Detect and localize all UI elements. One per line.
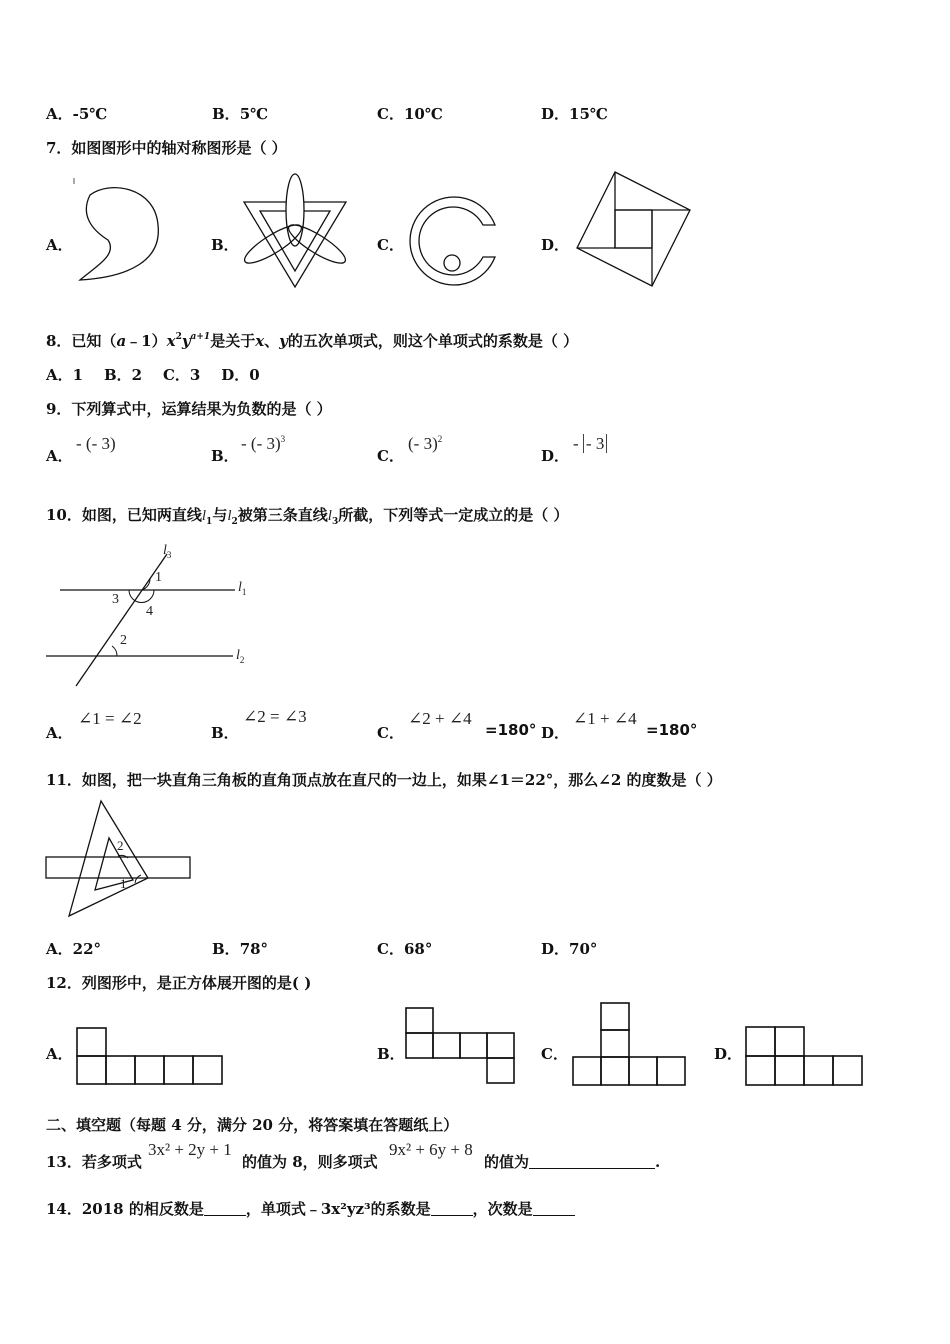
- q10-option-b-expr: ∠2 = ∠3: [243, 707, 307, 726]
- q10-stem: 10．如图，已知两直线$l_1$与$l_2$被第三条直线$l_3$所截，下列等式一定成立的是（ ）: [46, 506, 569, 527]
- q9-option-d-label: D．: [541, 447, 570, 465]
- q8-stem: 8．已知$(a﹣1)x^2y^{a+1}$是关于x、y的五次单项式，则这个单项式的系数是（ ）: [46, 332, 579, 350]
- q11-figure: [40, 798, 200, 923]
- q7-figure-a: [70, 175, 170, 290]
- q11-stem: 11．如图，把一块直角三角板的直角顶点放在直尺的一边上，如果∠1＝22°，那么∠2 的度数是（ ）: [46, 771, 722, 789]
- q9-option-c-expr: (- 3)$^2$: [408, 434, 443, 453]
- q6-option-c: C．10℃: [377, 105, 443, 123]
- q14-line: 14．2018 的相反数是 ，单项式﹣3x²yz³的系数是 ，次数是: [46, 1198, 575, 1219]
- q10-option-c-expr: ∠2 + ∠4: [408, 709, 472, 728]
- q12-option-d-label: D．: [714, 1045, 743, 1063]
- q11-angle-1: 1: [120, 876, 127, 891]
- q7-figure-b: [240, 172, 350, 290]
- q10-option-d-expr: ∠1 + ∠4: [573, 709, 637, 728]
- q9-stem: 9．下列算式中，运算结果为负数的是（ ）: [46, 400, 332, 418]
- q10-option-d-label: D．: [541, 724, 570, 742]
- q11-option-a: A．22°: [46, 940, 102, 958]
- q10-option-a-expr: ∠1 = ∠2: [78, 709, 142, 728]
- q7-option-a-label: A．: [46, 236, 73, 254]
- q12-net-a: [76, 1027, 224, 1087]
- q9-option-b-expr: - (- 3)$^3$: [241, 434, 286, 453]
- section-heading: 二、填空题（每题 4 分，满分 20 分，将答案填在答题纸上）: [46, 1116, 459, 1134]
- q11-option-d: D．70°: [541, 940, 598, 958]
- q13-prefix: 13．若多项式: [46, 1153, 142, 1171]
- q6-option-d: D．15℃: [541, 105, 608, 123]
- q10-angle-4: 4: [146, 604, 153, 619]
- q6-option-a: A．-5℃: [46, 105, 108, 123]
- q10-option-a-label: A．: [46, 724, 73, 742]
- q13-expr2: 9x² + 6y + 8: [389, 1140, 473, 1159]
- q14-blank-coefficient[interactable]: [431, 1201, 473, 1216]
- q9-option-a-label: A．: [46, 447, 73, 465]
- q13-expr1: 3x² + 2y + 1: [148, 1140, 232, 1159]
- q7-option-b-label: B．: [211, 236, 239, 254]
- q10-label-l3: $l_3$: [163, 543, 172, 560]
- q12-net-c: [572, 1002, 690, 1088]
- q7-stem: 7．如图图形中的轴对称图形是（ ）: [46, 139, 287, 157]
- q14-blank-degree[interactable]: [533, 1201, 575, 1216]
- q9-option-b-label: B．: [211, 447, 239, 465]
- q10-option-c-label: C．: [377, 724, 404, 742]
- q10-option-b-label: B．: [211, 724, 239, 742]
- q13-middle: 的值为 8，则多项式: [242, 1153, 378, 1171]
- q8-options: A．1 B．2 C．3 D．0: [46, 366, 260, 384]
- q7-figure-d: [570, 168, 695, 290]
- q12-option-c-label: C．: [541, 1045, 568, 1063]
- q10-option-c-tail: =180°: [485, 721, 537, 739]
- q12-option-b-label: B．: [377, 1045, 405, 1063]
- q9-option-c-label: C．: [377, 447, 404, 465]
- q10-figure: [40, 540, 280, 695]
- q10-angle-3: 3: [112, 592, 119, 607]
- q13-suffix: 的值为 .: [484, 1153, 661, 1171]
- q11-angle-2: 2: [117, 838, 124, 853]
- q14-blank-opposite[interactable]: [204, 1201, 246, 1216]
- q11-option-c: C．68°: [377, 940, 433, 958]
- q9-option-a-expr: - (- 3): [76, 434, 116, 453]
- q10-label-l1: $l_1$: [238, 580, 247, 597]
- q10-angle-2: 2: [120, 633, 127, 648]
- q9-option-d-expr: - - 3: [573, 434, 607, 454]
- q13-answer-blank[interactable]: [529, 1154, 655, 1169]
- q10-angle-1: 1: [155, 570, 162, 585]
- q12-option-a-label: A．: [46, 1045, 73, 1063]
- q6-option-b: B．5℃: [212, 105, 269, 123]
- q7-figure-c: [405, 195, 505, 290]
- q10-option-d-tail: =180°: [646, 721, 698, 739]
- q11-option-b: B．78°: [212, 940, 269, 958]
- q12-net-d: [745, 1026, 867, 1088]
- q12-stem: 12．列图形中，是正方体展开图的是( ): [46, 974, 312, 992]
- q10-label-l2: $l_2$: [236, 648, 245, 665]
- q7-option-d-label: D．: [541, 236, 570, 254]
- q12-net-b: [405, 1007, 515, 1087]
- q7-option-c-label: C．: [377, 236, 404, 254]
